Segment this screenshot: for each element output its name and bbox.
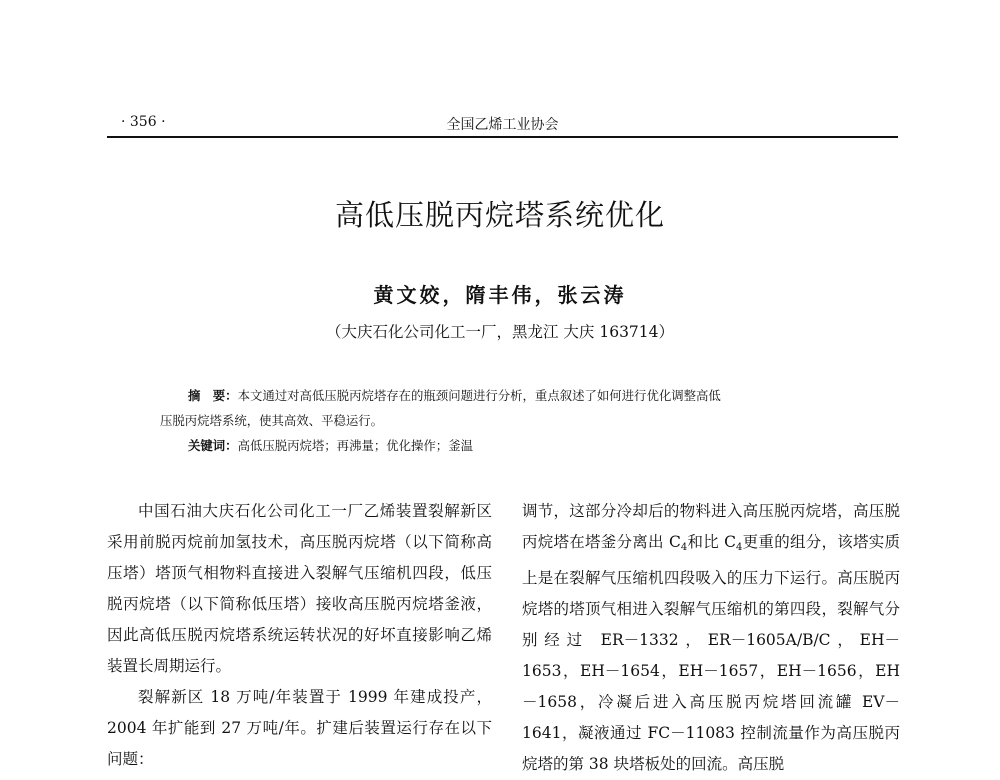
left-paragraph-1: 中国石油大庆石化公司化工一厂乙烯装置裂解新区采用前脱丙烷前加氢技术，高压脱丙烷塔（以下简称高压塔）塔顶气相物料直接进入裂解气压缩机四段，低压脱丙烷塔（以下简称低压塔）接收高压脱丙烷塔釜液，因此高低压脱丙烷塔系统运转状况的好坏直接影响乙烯装置长周期运行。: [107, 502, 492, 675]
page-number: · 356 ·: [121, 114, 166, 130]
right-paragraph: [522, 496, 900, 780]
authors: 黄文姣，隋丰伟，张云涛: [373, 283, 627, 307]
abstract-block: [160, 383, 860, 458]
right-text-3: 更重的组分，该塔实质上是在裂解气压缩机四段吸入的压力下运行。高压脱丙烷塔的塔顶气相进入裂解气压缩机的第四段，裂解气分别经过 ER－1332，ER－1605A/B/C，EH－1653，EH－1654，EH－1657，EH－1656，EH－1658，冷凝后进入高压脱丙烷塔回流罐 EV－1641，凝液通过 FC－11083 控制流量作为高压脱丙烷塔的第 38 块塔板处的回流。高压脱: [522, 533, 900, 773]
abstract-label: 摘 要：: [188, 388, 238, 403]
running-title: 全国乙烯工业协会: [446, 117, 559, 133]
right-text-1: 调节，这部分冷却后的物料进入高压脱丙烷塔，高压脱丙烷塔在塔釜分离出 C: [522, 502, 900, 551]
right-column: [522, 496, 900, 780]
right-text-2: 和比 C: [687, 533, 737, 551]
abstract-text-2: 压脱丙烷塔系统，使其高效、平稳运行。: [160, 413, 384, 428]
affiliation: （大庆石化公司化工一厂，黑龙江 大庆 163714）: [325, 323, 675, 341]
keywords-line: [160, 433, 860, 458]
keywords-text: 高低压脱丙烷塔；再沸量；优化操作；釜温: [237, 438, 473, 453]
keywords-label: 关键词：: [188, 438, 238, 453]
abstract-text-1: 本文通过对高低压脱丙烷塔存在的瓶颈问题进行分析，重点叙述了如何进行优化调整高低: [237, 388, 721, 403]
subscript-1: 4: [680, 542, 688, 553]
subscript-2: 4: [736, 542, 743, 553]
article-title: 高低压脱丙烷塔系统优化: [334, 198, 665, 232]
left-column: [107, 496, 492, 775]
abstract-line-1: [160, 383, 860, 408]
header-rule: [107, 136, 898, 138]
left-paragraph-2: 裂解新区 18 万吨/年装置于 1999 年建成投产，2004 年扩能到 27 万吨/年。扩建后装置运行存在以下问题：: [107, 688, 492, 768]
running-header: [107, 112, 898, 138]
